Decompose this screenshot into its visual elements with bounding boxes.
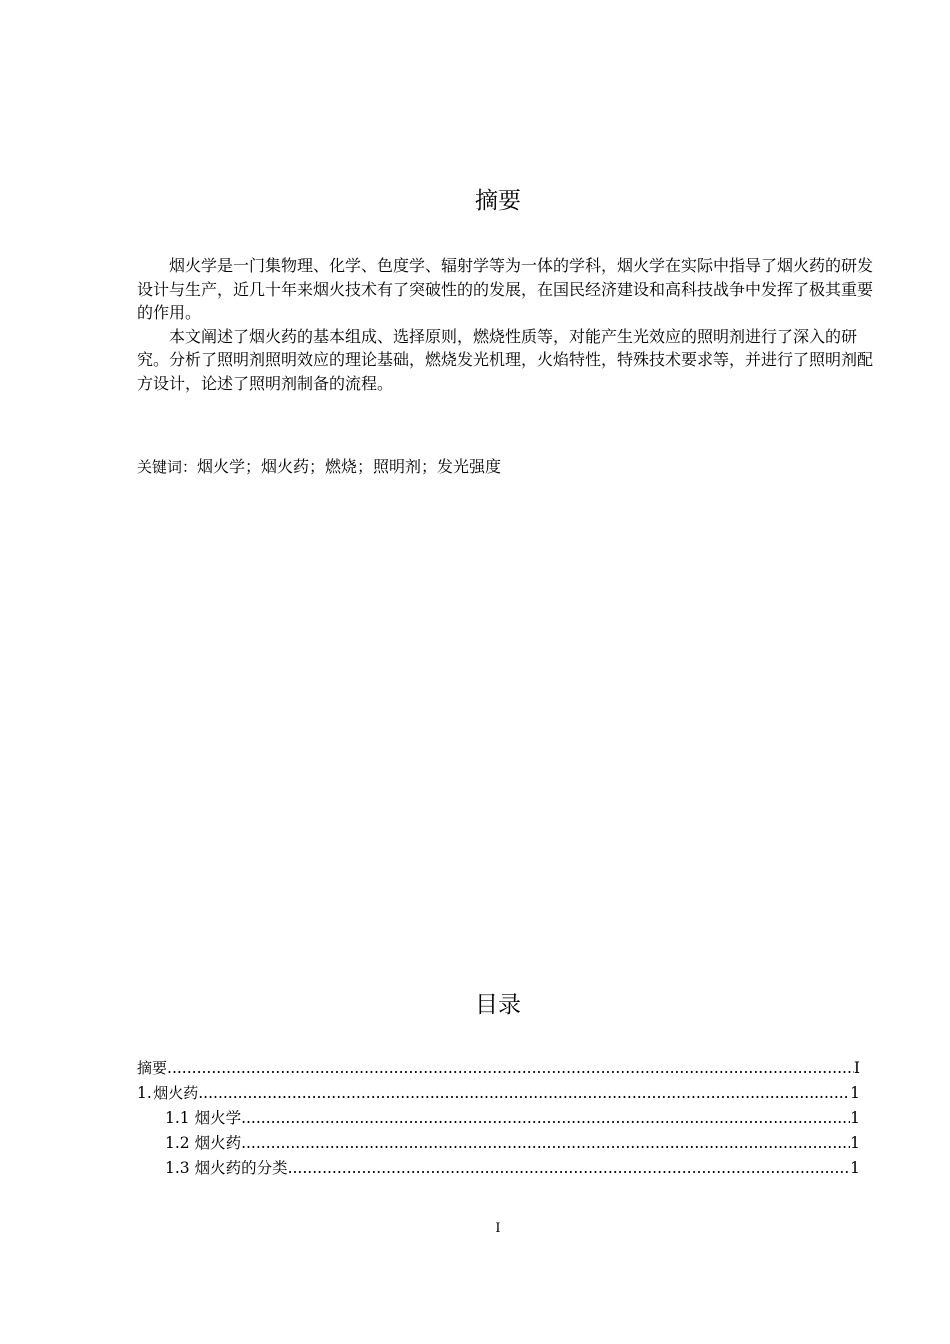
toc-heading: 目录: [475, 992, 521, 1018]
keywords-text: 烟火学；烟火药；燃烧；照明剂；发光强度: [197, 457, 502, 476]
toc-entry-chapter-1[interactable]: [137, 1081, 860, 1106]
toc-entry-text: 1.2 烟火药: [165, 1134, 242, 1152]
abstract-heading: 摘要: [475, 188, 521, 214]
keywords-label: 关键词：: [137, 458, 198, 476]
toc-entry-abstract[interactable]: [137, 1056, 860, 1081]
toc-entry-1-3[interactable]: [137, 1156, 860, 1181]
toc-entry-text: 烟火药: [153, 1084, 199, 1102]
toc-entry-1-2[interactable]: [137, 1131, 860, 1156]
keywords-line: [137, 455, 877, 479]
toc-entry-page: 1: [850, 1134, 860, 1152]
toc-entry-1-1[interactable]: [137, 1106, 860, 1131]
toc-entry-text: 1.3 烟火药的分类: [165, 1159, 288, 1177]
toc-dot-leader: [198, 1081, 850, 1106]
abstract-body: [137, 254, 877, 395]
toc-dot-leader: [241, 1106, 850, 1131]
toc-entry-page: 1: [850, 1109, 860, 1127]
toc-dot-leader: [241, 1131, 850, 1156]
toc-dot-leader: [167, 1056, 854, 1081]
abstract-paragraph: 本文阐述了烟火药的基本组成、选择原则，燃烧性质等，对能产生光效应的照明剂进行了深入的研究。分析了照明剂照明效应的理论基础，燃烧发光机理，火焰特性，特殊技术要求等，并进行了照明剂配方设计，论述了照明剂制备的流程。: [137, 326, 874, 393]
abstract-paragraph: 烟火学是一门集物理、化学、色度学、辐射学等为一体的学科，烟火学在实际中指导了烟火药的研发设计与生产，近几十年来烟火技术有了突破性的的发展，在国民经济建设和高科技战争中发挥了极其重要的作用。: [137, 256, 874, 322]
table-of-contents: [137, 1056, 860, 1181]
toc-entry-page: 1: [850, 1084, 860, 1102]
toc-dot-leader: [288, 1156, 851, 1181]
toc-entry-text: 摘要: [137, 1059, 168, 1077]
toc-entry-number: 1.: [137, 1084, 152, 1102]
toc-entry-page: 1: [850, 1159, 860, 1177]
toc-entry-text: 1.1 烟火学: [165, 1109, 242, 1127]
page-number: I: [495, 1221, 501, 1236]
toc-entry-page: I: [853, 1059, 860, 1077]
